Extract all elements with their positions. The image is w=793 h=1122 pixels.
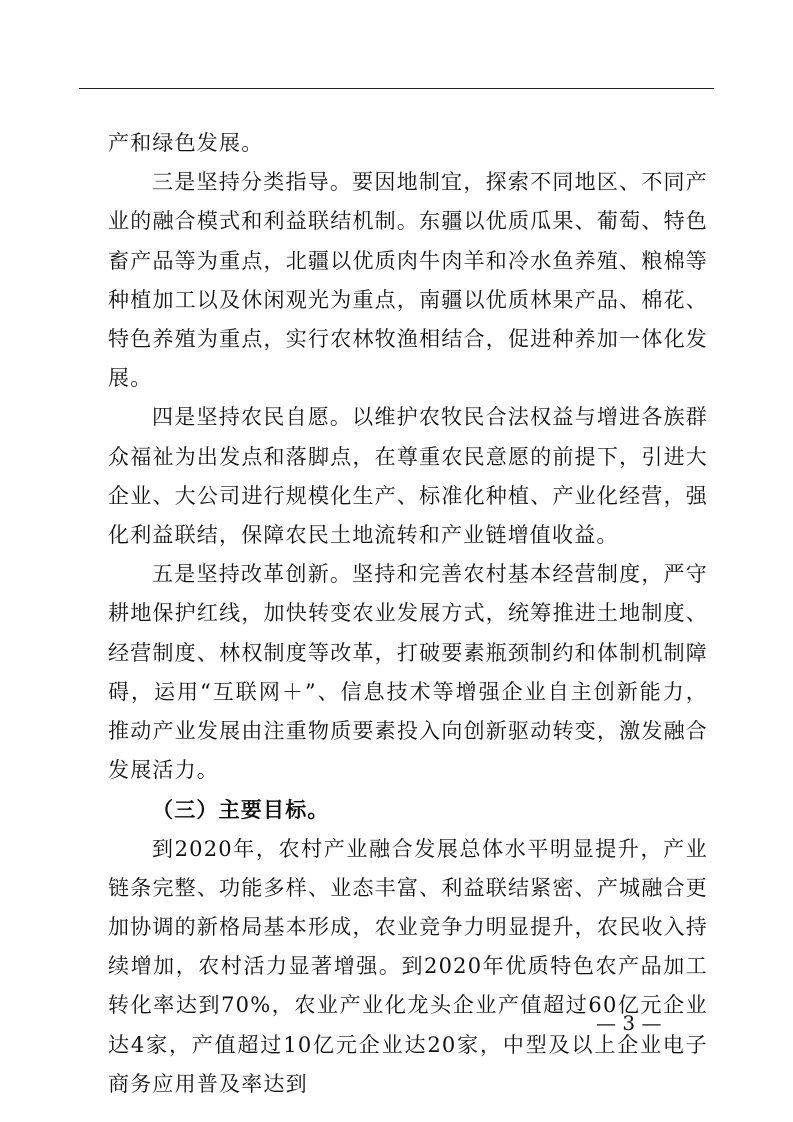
paragraph-reform-innovation: 五是坚持改革创新。坚持和完善农村基本经营制度，严守耕地保护红线，加快转变农业发展方式，统筹推进土地制度、经营制度、林权制度等改革，打破要素瓶颈制约和体制机制障碍，运用“互联网＋”、信息技术等增强企业自主创新能力，推动产业发展由注重物质要素投入向创新驱动转变，激发融合发展活力。 — [108, 562, 708, 783]
header-rule — [79, 88, 714, 89]
paragraph-goals-2020: 到2020年，农村产业融合发展总体水平明显提升，产业链条完整、功能多样、业态丰富、利益联结紧密、产城融合更加协调的新格局基本形成，农业竞争力明显提升，农民收入持续增加，农村活力显著增强。到2020年优质特色农产品加工转化率达到70%，农业产业化龙头企业产值超过60亿元企业达4家，产值超过10亿元企业达20家，中型及以上企业电子商务应用普及率达到 — [108, 836, 708, 1096]
paragraph-farmer-voluntary: 四是坚持农民自愿。以维护农牧民合法权益与增进各族群众福祉为出发点和落脚点，在尊重农民意愿的前提下，引进大企业、大公司进行规模化生产、标准化种植、产业化经营，强化利益联结，保障农民土地流转和产业链增值收益。 — [108, 405, 708, 548]
paragraph-classified-guidance: 三是坚持分类指导。要因地制宜，探索不同地区、不同产业的融合模式和利益联结机制。东疆以优质瓜果、葡萄、特色畜产品等为重点，北疆以优质肉牛肉羊和冷水鱼养殖、粮棉等种植加工以及休闲观光为重点，南疆以优质林果产品、棉花、特色养殖为重点，实行农林牧渔相结合，促进种养加一体化发展。 — [108, 170, 708, 391]
page-number: — 3 — — [596, 1011, 662, 1035]
section-heading-main-goals: （三）主要目标。 — [152, 797, 330, 823]
document-body — [108, 124, 708, 1104]
paragraph-continuation: 产和绿色发展。 — [108, 131, 264, 155]
